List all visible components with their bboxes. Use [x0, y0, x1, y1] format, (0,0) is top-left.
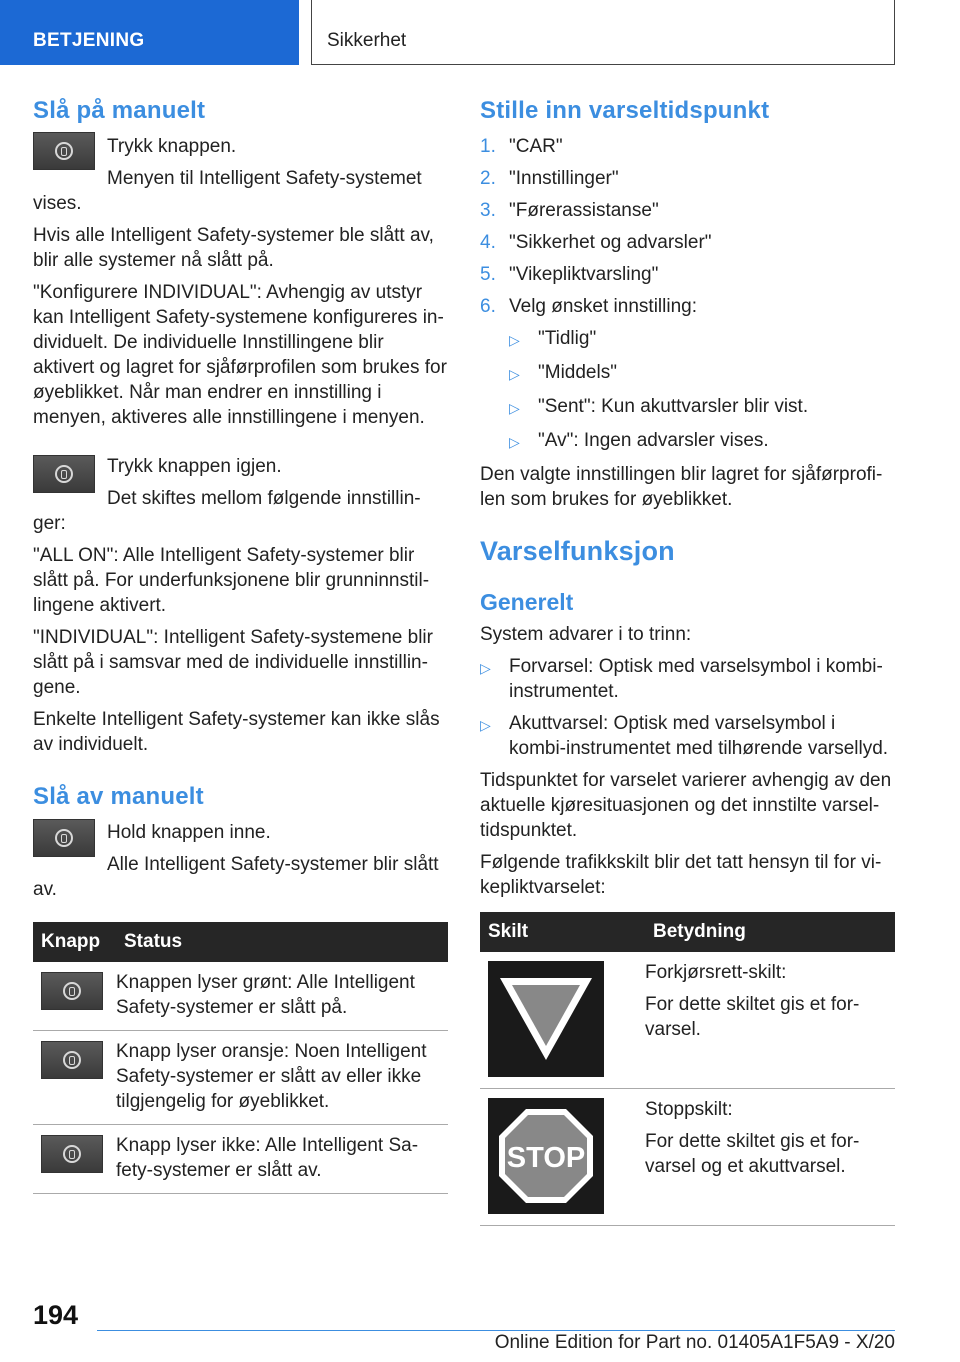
cannot-disable-text: Enkelte Intelligent Safety-systemer kan ikke slås av individuelt. [33, 709, 440, 755]
status-orange: Knapp lyser oransje: Noen Intelligent Safety-systemer er slått av eller ikke tilgjengelig for øyeblikket. [116, 1031, 448, 1125]
toggle-text-cont: ger: [33, 513, 66, 534]
yield-desc: For dette skiltet gis et forvarsel. [645, 994, 860, 1040]
col-header-button: Knapp [33, 922, 116, 962]
table-row [33, 1031, 448, 1125]
heading-warning-function: Varselfunksjon [480, 536, 675, 566]
footer-divider [97, 1330, 895, 1331]
list-item: 4. "Sikkerhet og advarsler" [480, 232, 712, 253]
chapter-label: Sikkerhet [327, 30, 407, 51]
stop-sign-icon [488, 1098, 604, 1214]
bullet-triangle-icon: ▷ [509, 366, 520, 382]
list-item: ▷ "Middels" [509, 360, 895, 387]
individual-text: "INDIVIDUAL": Intelligent Safety-systemene blir slått på i samsvar med de individuelle innstillingene. [33, 627, 433, 698]
menu-text: Menyen til Intelligent Safety-systemet [107, 168, 422, 189]
list-item: 5. "Vikepliktvarsling" [480, 264, 659, 285]
left-column [33, 97, 448, 1194]
heading-warning-time: Stille inn varseltidspunkt [480, 97, 770, 124]
all-off-text: Hvis alle Intelligent Safety-systemer ble slått av, blir alle systemer nå slått på. [33, 225, 434, 271]
stop-desc: For dette skiltet gis et forvarsel og et akuttvarsel. [645, 1131, 860, 1177]
bullet-triangle-icon: ▷ [509, 434, 520, 450]
bullet-triangle-icon: ▷ [509, 332, 520, 348]
table-row [480, 952, 895, 1089]
col-header-sign: Skilt [480, 912, 645, 952]
col-header-status: Status [116, 922, 448, 962]
two-stage-text: System advarer i to trinn: [480, 624, 692, 645]
section-tab [0, 0, 299, 65]
button-off-icon [41, 1135, 103, 1173]
list-item: 2. "Innstillinger" [480, 168, 619, 189]
menu-text-cont: vises. [33, 193, 82, 214]
yield-title: Forkjørsrett-skilt: [645, 962, 787, 983]
hold-text: Hold knappen inne. [107, 822, 271, 843]
press-text: Trykk knappen. [107, 136, 237, 157]
all-on-text: "ALL ON": Alle Intelligent Safety-systemer blir slått på. For underfunksjonene blir grunninnstillingene aktivert. [33, 545, 430, 616]
right-column [480, 97, 895, 1226]
status-off: Knapp lyser ikke: Alle Intelligent Safety-systemer er slått av. [116, 1125, 448, 1194]
table-header-row [480, 912, 895, 952]
press-again-text: Trykk knappen igjen. [107, 456, 282, 477]
bullet-triangle-icon: ▷ [509, 400, 520, 416]
list-item: ▷ Forvarsel: Optisk med varselsymbol i kombiinstrumentet. [480, 656, 883, 702]
table-row [33, 1125, 448, 1194]
heading-general: Generelt [480, 589, 574, 615]
options-list [509, 326, 895, 455]
table-row [33, 962, 448, 1031]
instruction-press-again [33, 454, 448, 511]
list-item: ▷ Akuttvarsel: Optisk med varselsymbol i kombi-instrumentet med tilhørende varsellyd. [480, 713, 889, 759]
all-off-result-cont: av. [33, 879, 57, 900]
edition-text: Online Edition for Part no. 01405A1F5A9 - X/20 [494, 1332, 895, 1353]
chapter-tab [311, 0, 895, 65]
heading-turn-on: Slå på manuelt [33, 97, 206, 124]
list-item: ▷ "Tidlig" [509, 326, 895, 353]
table-row [480, 1089, 895, 1226]
status-green: Knappen lyser grønt: Alle Intelligent Safety-systemer er slått på. [116, 962, 448, 1031]
toggle-text: Det skiftes mellom følgende innstillin- [107, 488, 421, 509]
list-item: 3. "Førerassistanse" [480, 200, 659, 221]
all-off-result-text: Alle Intelligent Safety-systemer blir slått [107, 854, 439, 875]
col-header-meaning: Betydning [645, 912, 895, 952]
saved-text: Den valgte innstillingen blir lagret for sjåførprofilen som brukes for øyeblikket. [480, 464, 883, 510]
page-number: 194 [33, 1300, 79, 1330]
bullet-triangle-icon: ▷ [480, 717, 491, 733]
yield-sign-icon [488, 961, 604, 1077]
safety-button-icon [33, 819, 95, 857]
steps-list [480, 134, 895, 319]
signs-table [480, 912, 895, 1226]
instruction-hold [33, 820, 448, 877]
configure-text: "Konfigurere INDIVIDUAL": Avhengig av utstyr kan Intelligent Safety-systemene konfigureres individuelt. De individuelle Innstillingene blir aktivert og lagret for sjåførprofilen som brukes for øyeblikket. Når man endrer en innstilling i menyen, aktiveres alle innstillingene i menyen. [33, 282, 447, 428]
safety-button-icon [33, 132, 95, 170]
list-item: ▷ "Sent": Kun akuttvarsler blir vist. [509, 394, 895, 421]
stop-sign-text: STOP [506, 1142, 586, 1174]
heading-turn-off: Slå av manuelt [33, 783, 204, 810]
list-item: 6. Velg ønsket innstilling: [480, 296, 697, 317]
section-label: BETJENING [33, 30, 145, 51]
button-status-table [33, 922, 448, 1194]
bullet-triangle-icon: ▷ [480, 660, 491, 676]
signs-intro-text: Følgende trafikkskilt blir det tatt hensyn til for vikepliktvarselet: [480, 852, 882, 898]
button-green-icon [41, 972, 103, 1010]
safety-button-icon [33, 455, 95, 493]
button-orange-icon [41, 1041, 103, 1079]
list-item: ▷ "Av": Ingen advarsler vises. [509, 428, 895, 455]
table-header-row [33, 922, 448, 962]
list-item: 1. "CAR" [480, 136, 563, 157]
stop-title: Stoppskilt: [645, 1099, 733, 1120]
instruction-press [33, 134, 448, 191]
timing-text: Tidspunktet for varselet varierer avhengig av den aktuelle kjøresituasjonen og det innstilte varseltidspunktet. [480, 770, 892, 841]
